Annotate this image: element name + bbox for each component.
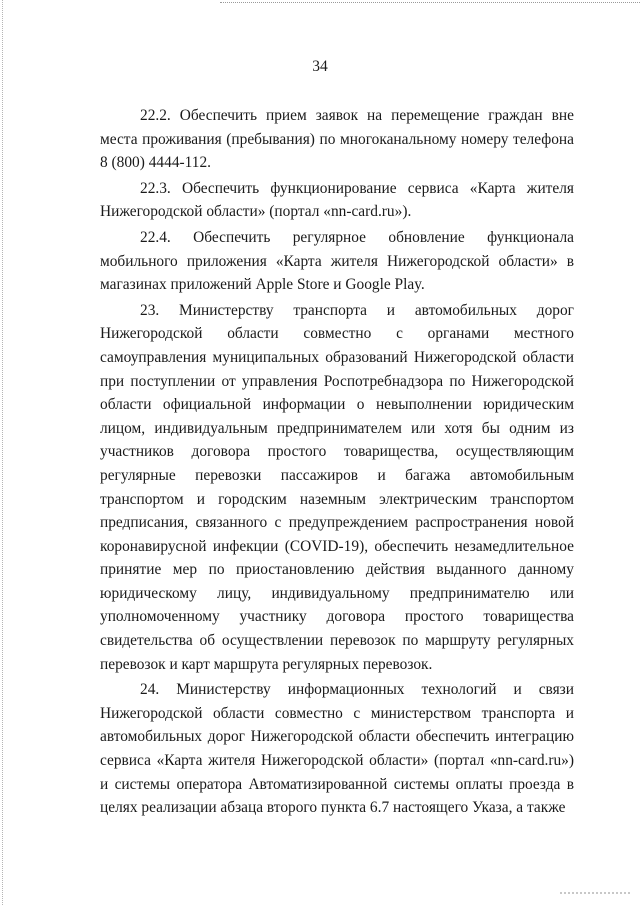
scan-noise-bottom — [560, 892, 630, 894]
document-body — [100, 104, 574, 820]
page-number: 34 — [312, 58, 328, 75]
paragraph-22-4: 22.4. Обеспечить регулярное обновление функционала мобильного приложения «Карта жителя Нижегородской области» в магазинах приложений Apple Store и Google Play. — [100, 228, 574, 294]
paragraph-22-3: 22.3. Обеспечить функционирование сервиса «Карта жителя Нижегородской области» (портал «nn-card.ru»). — [100, 179, 574, 221]
paragraph-22-2: 22.2. Обеспечить прием заявок на перемещение граждан вне места проживания (пребывания) по многоканальному номеру телефона 8 (800) 4444-112. — [100, 107, 574, 172]
scan-edge-left — [2, 0, 3, 905]
paragraph-24: 24. Министерству информационных технологий и связи Нижегородской области совместно с министерством транспорта и автомобильных дорог Нижегородской области обеспечить интеграцию сервиса «Карта жителя Нижегородской области» (портал «nn-card.ru») и системы оператора Автоматизированной системы оплаты проезда в целях реализации абзаца второго пункта 6.7 настоящего Указа, а также — [100, 681, 574, 817]
scan-edge-top — [220, 2, 640, 3]
paragraph-23: 23. Министерству транспорта и автомобильных дорог Нижегородской области совместно с органами местного самоуправления муниципальных образований Нижегородской области при поступлении от управления Роспотребнадзора по Нижегородской области официальной информации о невыполнении юридическим лицом, индивидуальным предпринимателем или хотя бы одним из участников договора простого товарищества, осуществляющим регулярные перевозки пассажиров и багажа автомобильным транспортом и городским наземным электрическим транспортом предписания, связанного с предупреждением распространения новой коронавирусной инфекции (COVID-19), обеспечить незамедлительное принятие мер по приостановлению действия выданного данному юридическому лицу, индивидуальному предпринимателю или уполномоченному участнику договора простого товарищества свидетельства об осуществлении перевозок по маршруту регулярных перевозок и карт маршрута регулярных перевозок. — [100, 301, 574, 673]
